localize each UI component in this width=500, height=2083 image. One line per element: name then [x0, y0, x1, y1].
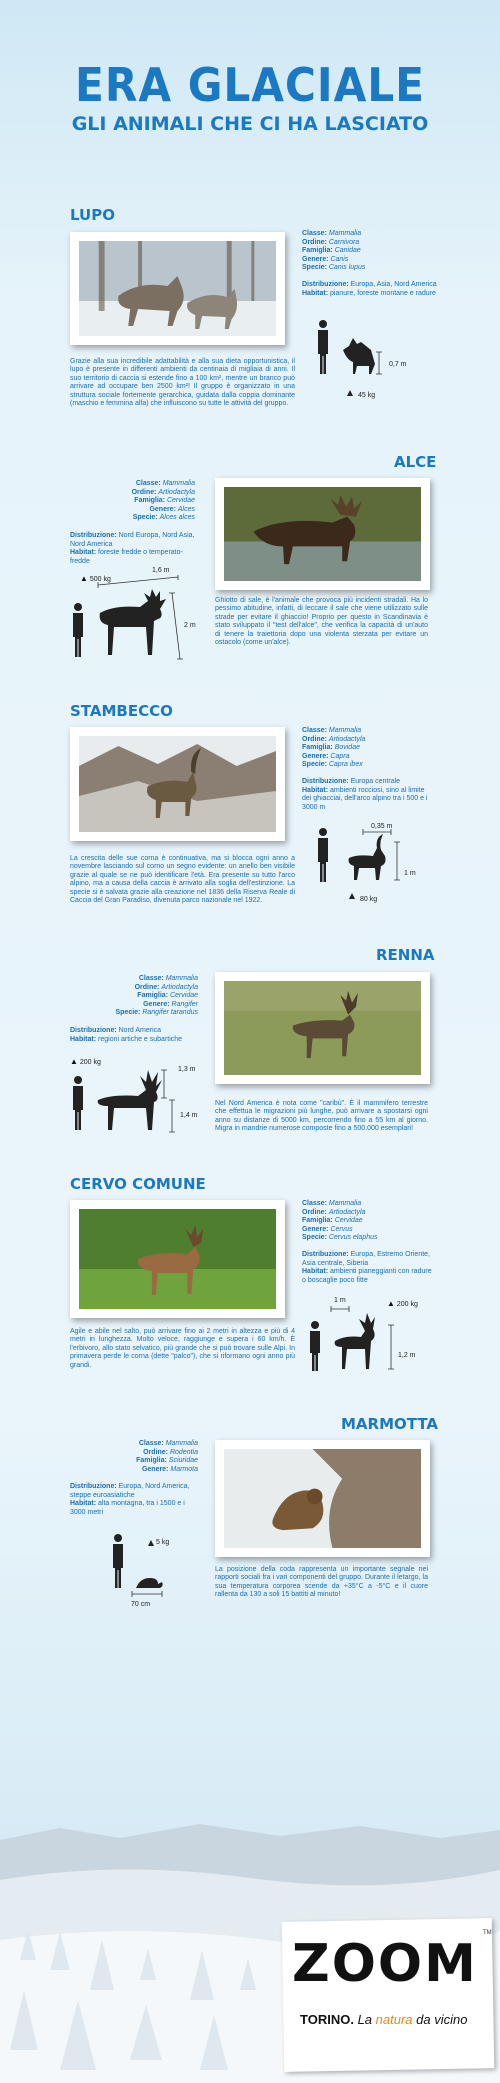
stambecco-description: La crescita delle sue corna è continuativa, ma si blocca ogni anno a novembre lasciando sul corno un segno evidente: un anello ben visibile grazie al quale se ne può identificare l'età. Era presente su tutto l'arco alpino, ma a causa della caccia è arrivato alla soglia dell'estinzione. La specie si è salvata grazie alla creazione nel 1836 della Riserva Reale di Caccia del Gran Paradiso, divenuta parco nazionale nel 1922. — [70, 855, 295, 905]
renna-distribution: Distribuzione: Nord America Habitat: regioni artiche e subartiche — [70, 1027, 183, 1043]
renna-photo-frame — [215, 972, 430, 1084]
section-title-marmotta: MARMOTTA — [341, 1415, 439, 1433]
marmotta-facts: Classe: Mammalia Ordine: Rodentia Famiglia: Sciuridae Genere: Marmota — [136, 1440, 198, 1473]
stambecco-length: 0,35 m — [371, 823, 393, 830]
cervo-weight: ▲ 200 kg — [387, 1299, 418, 1308]
reindeer-photo — [224, 981, 421, 1075]
zoom-logo — [292, 1934, 478, 1994]
renna-description: Nel Nord America è nota come "caribù". È il mammifero terrestre che effettua le migrazioni più lunghe, può arrivare a spostarsi ogni anno su distanze di 5000 km, percorrendo fino a 55 km al giorno. Migra in mandrie numerose composte fino a 500.000 esemplari! — [215, 1100, 428, 1133]
renna-height-2: 1,4 m — [180, 1112, 198, 1119]
stambecco-photo-frame — [70, 727, 285, 841]
marmot-photo — [224, 1449, 421, 1548]
moose-photo — [224, 487, 421, 581]
renna-height-1: 1,3 m — [178, 1066, 196, 1073]
alce-scale-diagram — [68, 575, 188, 667]
cervo-length: 1 m — [334, 1297, 346, 1304]
section-title-alce: ALCE — [394, 453, 437, 471]
cervo-scale-diagram — [305, 1305, 405, 1377]
renna-facts: Classe: Mammalia Ordine: Artiodactyla Famiglia: Cervidae Genere: Rangifer Specie: Rangifer tarandus — [115, 975, 198, 1017]
human-silhouette-icon — [113, 1534, 123, 1588]
lupo-facts: Classe: Mammalia Ordine: Carnivora Famiglia: Canidae Genere: Canis Specie: Canis lupus Distribuzione: Europa, Asia, Nord America Habitat: pianure, foreste montane e radure — [302, 230, 437, 297]
lupo-description: Grazie alla sua incredibile adattabilità e alla sua dieta opportunistica, il lupo è presente in differenti ambienti da centinaia di migliaia di anni. Il suo territorio di caccia si estende fino a 100 km², mentre un branco può arrivare ad occupare ben 2500 km²! Il gruppo è organizzato in una struttura sociale fortemente gerarchica, guidata dalla coppia dominante (maschio e femmina alfa) che influiscono su tutte le attività del gruppo. — [70, 358, 295, 408]
alce-description: Ghiotto di sale, è l'animale che provoca più incidenti stradali. Ha lo pessimo abitudine, infatti, di leccare il sale che viene utilizzato sulle strade per evitare il ghiaccio! Proprio per questo in Scandinavia è stato sviluppato il "test dell'alce", che verifica la capacità di un'auto di tenere la traiettoria dopo una violenta sterzata per evitare un ostacolo (come un'alce). — [215, 597, 428, 647]
weight-icon — [148, 1540, 154, 1546]
trademark-mark: TM — [483, 1930, 492, 1936]
alce-height: 2 m — [184, 622, 196, 629]
alce-photo-frame — [215, 478, 430, 590]
wolf-photo — [79, 241, 276, 336]
alce-length: 1,6 m — [152, 567, 170, 574]
lupo-height: 0,7 m — [389, 361, 407, 368]
alce-facts: Classe: Mammalia Ordine: Artiodactyla Famiglia: Cervidae Genere: Alces Specie: Alces alces — [131, 480, 195, 522]
ibex-silhouette-icon — [349, 834, 386, 880]
reindeer-silhouette-icon — [98, 1070, 162, 1130]
deer-photo — [79, 1209, 276, 1309]
alce-distribution: Distribuzione: Nord Europa, Nord Asia, Nord America Habitat: foreste fredde o temperato-fredde — [70, 532, 195, 565]
human-silhouette-icon — [310, 1321, 320, 1371]
weight-icon: ▲ — [80, 574, 88, 583]
weight-icon: ▲ — [70, 1057, 78, 1066]
stambecco-facts: Classe: Mammalia Ordine: Artiodactyla Famiglia: Bovidae Genere: Capra Specie: Capra ibex Distribuzione: Europa centrale Habitat: ambienti rocciosi, sino al limite dei ghiacciai, dell'arco alpino tra i 500 e i 3000 m — [302, 727, 428, 811]
lupo-weight: 45 kg — [358, 392, 376, 399]
marmotta-photo-frame — [215, 1440, 430, 1557]
section-title-lupo: LUPO — [70, 206, 115, 224]
zoom-logo-text: ZOOM — [292, 1934, 478, 1994]
section-title-stambecco: STAMBECCO — [70, 702, 173, 720]
marmotta-distribution: Distribuzione: Europa, Nord America, steppe euroasiatiche Habitat: alta montagna, tra i 1500 e i 3000 metri — [70, 1483, 190, 1516]
cervo-facts: Classe: Mammalia Ordine: Artiodactyla Famiglia: Cervidae Genere: Cervus Specie: Cervus elaphus Distribuzione: Europa, Estremo Oriente, Asia centrale, Siberia Habitat: ambienti pianeggianti con radure o boscaglie poco fitte — [302, 1200, 432, 1284]
renna-weight: ▲ 200 kg — [70, 1057, 101, 1066]
human-silhouette-icon — [318, 320, 328, 374]
ibex-photo — [79, 736, 276, 832]
marmotta-weight: 5 kg — [156, 1539, 170, 1546]
weight-icon — [349, 893, 355, 899]
marmotta-length: 70 cm — [131, 1601, 151, 1608]
cervo-photo-frame — [70, 1200, 285, 1318]
deer-silhouette-icon — [335, 1313, 375, 1369]
moose-silhouette-icon — [100, 589, 166, 655]
cervo-description: Agile e abile nel salto, può arrivare fino ai 2 metri in altezza e più di 4 metri in lunghezza. Molto veloce, raggiunge e supera i 60 km/h. È l'erbivoro, allo stato selvatico, più grande che si può trovare sulle Alpi. In primavera perde le corna (dette "palco"), che si riformano ogni anno più grandi. — [70, 1328, 295, 1369]
page-subtitle: GLI ANIMALI CHE CI HA LASCIATO — [71, 113, 429, 135]
logo-tagline: TORINO. La natura da vicino — [300, 2012, 468, 2027]
page-title: ERA GLACIALE — [75, 58, 425, 112]
wolf-silhouette-icon — [343, 338, 375, 374]
human-silhouette-icon — [73, 1076, 83, 1130]
section-title-renna: RENNA — [376, 946, 435, 964]
marmot-silhouette-icon — [136, 1578, 163, 1588]
cervo-height: 1,2 m — [398, 1352, 416, 1359]
stambecco-weight: 80 kg — [360, 896, 378, 903]
stambecco-height: 1 m — [404, 870, 416, 877]
weight-icon: ▲ — [387, 1299, 395, 1308]
human-silhouette-icon — [318, 828, 328, 882]
marmotta-description: La posizione della coda rappresenta un importante segnale nei rapporti sociali fra i vari componenti del gruppo. Durante il letargo, la sua temperatura corporea scende da +35°C a -5°C e il cuore rallenta da 130 a soli 15 battiti al minuto! — [215, 1566, 428, 1599]
weight-icon — [347, 390, 353, 396]
stambecco-scale-diagram — [313, 826, 433, 906]
alce-weight: ▲ 500 kg — [80, 574, 111, 583]
lupo-photo-frame — [70, 232, 285, 345]
human-silhouette-icon — [73, 603, 83, 657]
section-title-cervo: CERVO COMUNE — [70, 1175, 206, 1193]
